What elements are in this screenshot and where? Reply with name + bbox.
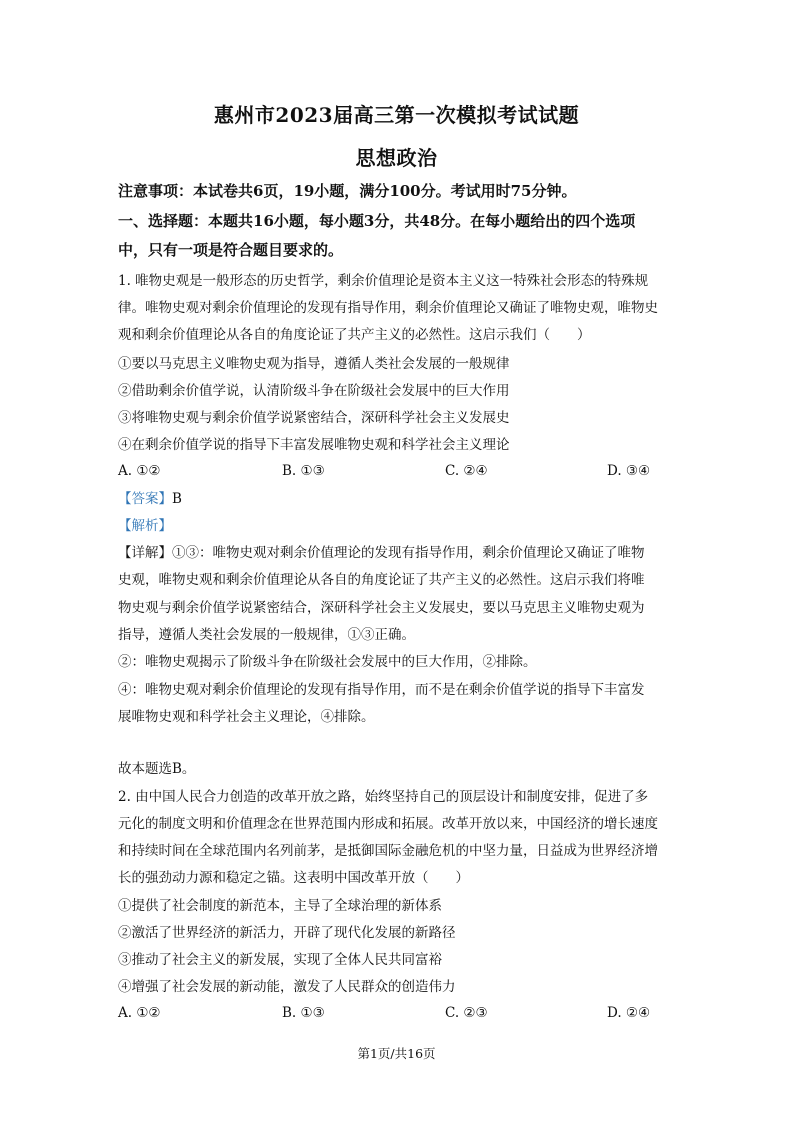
q1-analysis — [118, 516, 688, 536]
q1-detail-line: 展唯物史观和科学社会主义理论，④排除。 — [118, 709, 375, 725]
answer-tag: 【答案】 — [118, 491, 172, 507]
q2-item: ④增强了社会发展的新动能，激发了人民群众的创造伟力 — [118, 979, 456, 995]
q2-stem-line: 2. 由中国人民合力创造的改革开放之路，始终坚持自己的顶层设计和制度安排，促进了多 — [118, 789, 649, 805]
q2-option-d: D. ②④ — [607, 1005, 651, 1021]
q1-conclusion: 故本题选B。 — [118, 761, 196, 777]
q1-stem-line: 观和剩余价值理论从各自的角度论证了共产主义的必然性。这启示我们（ ） — [118, 327, 591, 343]
q2-options — [118, 1005, 678, 1025]
q2-stem-line: 长的强劲动力源和稳定之锚。这表明中国改革开放（ ） — [118, 870, 469, 886]
q1-option-b: B. ①③ — [282, 463, 325, 479]
q1-stem-line: 律。唯物史观对剩余价值理论的发现有指导作用，剩余价值理论又确证了唯物史观，唯物史 — [118, 300, 658, 316]
q1-item: ④在剩余价值学说的指导下丰富发展唯物史观和科学社会主义理论 — [118, 437, 510, 453]
exam-title: 惠州市2023届高三第一次模拟考试试题 — [213, 103, 580, 127]
subject-title: 思想政治 — [355, 146, 438, 170]
q2-item: ①提供了社会制度的新范本，主导了全球治理的新体系 — [118, 898, 442, 914]
q1-detail-line: ④：唯物史观对剩余价值理论的发现有指导作用，而不是在剩余价值学说的指导下丰富发 — [118, 682, 645, 698]
q2-stem-line: 和持续时间在全球范围内名列前茅，是抵御国际金融危机的中坚力量，日益成为世界经济增 — [118, 843, 658, 859]
q2-item: ③推动了社会主义的新发展，实现了全体人民共同富裕 — [118, 952, 442, 968]
page-number: 第1页/共16页 — [357, 1046, 436, 1061]
section-heading-line1: 一、选择题：本题共16小题，每小题3分，共48分。在每小题给出的四个选项 — [118, 212, 636, 230]
q1-detail-line: ②：唯物史观揭示了阶级斗争在阶级社会发展中的巨大作用，②排除。 — [118, 654, 537, 670]
q1-option-c: C. ②④ — [445, 463, 488, 479]
q1-detail-line: 史观，唯物史观和剩余价值理论从各自的角度论证了共产主义的必然性。这启示我们将唯 — [118, 572, 645, 588]
q2-option-a: A. ①② — [118, 1005, 161, 1021]
q1-item: ①要以马克思主义唯物史观为指导，遵循人类社会发展的一般规律 — [118, 356, 510, 372]
notice: 注意事项：本试卷共6页，19小题，满分100分。考试用时75分钟。 — [118, 182, 577, 200]
section-heading-line2: 中，只有一项是符合题目要求的。 — [118, 241, 344, 259]
q1-item: ②借助剩余价值学说，认清阶级斗争在阶级社会发展中的巨大作用 — [118, 383, 510, 399]
q1-option-a: A. ①② — [118, 463, 161, 479]
q1-detail-line: 指导，遵循人类社会发展的一般规律，①③正确。 — [118, 627, 415, 643]
detail-tag: 【详解】 — [118, 545, 172, 561]
q1-item: ③将唯物史观与剩余价值学说紧密结合，深研科学社会主义发展史 — [118, 410, 510, 426]
q2-option-b: B. ①③ — [282, 1005, 325, 1021]
answer-value: B — [172, 491, 182, 507]
q2-stem-line: 元化的制度文明和价值理念在世界范围内形成和拓展。改革开放以来，中国经济的增长速度 — [118, 816, 658, 832]
detail-text: ①③：唯物史观对剩余价值理论的发现有指导作用，剩余价值理论又确证了唯物 — [172, 545, 645, 561]
q1-options — [118, 463, 678, 483]
q2-option-c: C. ②③ — [445, 1005, 488, 1021]
q2-item: ②激活了世界经济的新活力，开辟了现代化发展的新路径 — [118, 925, 456, 941]
q1-stem-line: 1. 唯物史观是一般形态的历史哲学，剩余价值理论是资本主义这一特殊社会形态的特殊规 — [118, 273, 649, 289]
q1-answer — [118, 489, 688, 509]
analysis-tag: 【解析】 — [118, 518, 172, 534]
q1-detail-line: 物史观与剩余价值学说紧密结合，深研科学社会主义发展史，要以马克思主义唯物史观为 — [118, 600, 645, 616]
q1-option-d: D. ③④ — [607, 463, 651, 479]
q1-detail-line — [118, 543, 688, 563]
